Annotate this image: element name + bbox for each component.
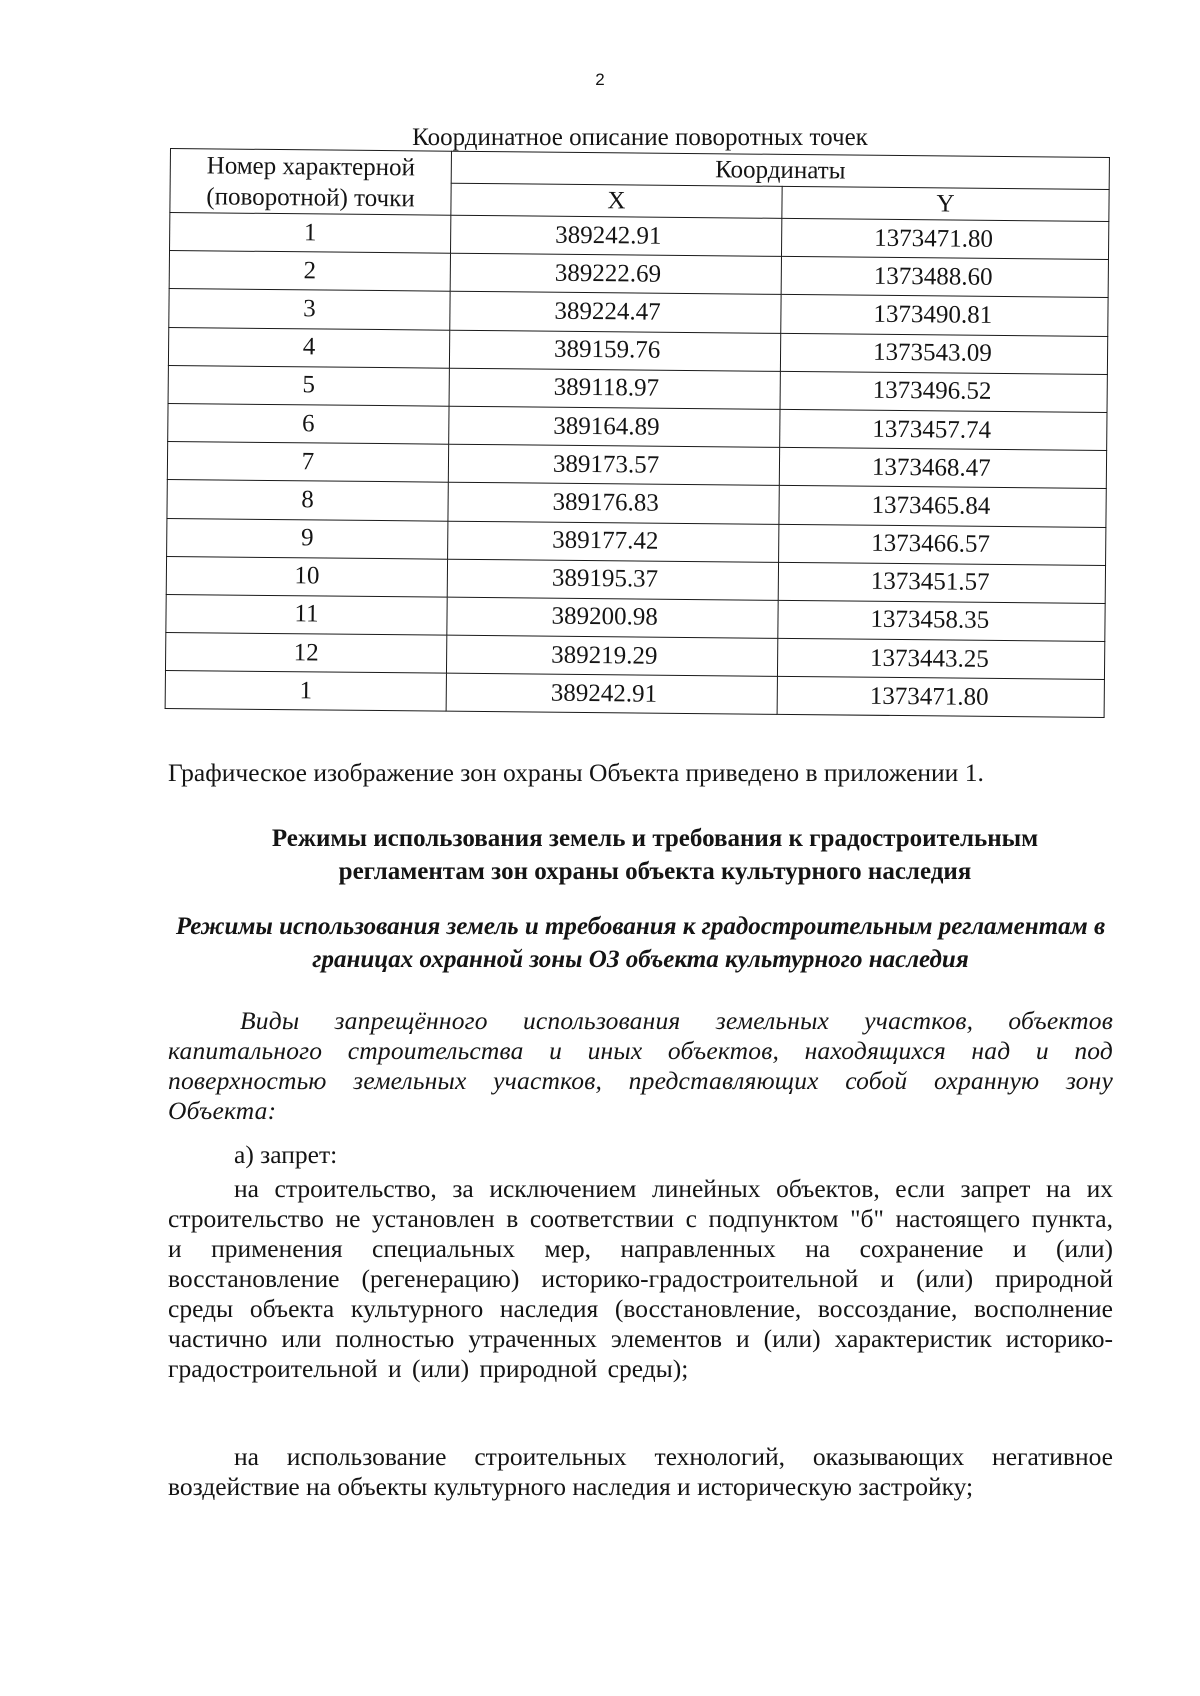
page-number: 2 xyxy=(595,70,605,89)
table-row xyxy=(165,671,1104,718)
y-coordinate-cell: 1373471.80 xyxy=(777,677,1104,718)
point-number-cell: 12 xyxy=(165,633,446,674)
point-number-cell: 7 xyxy=(167,442,448,483)
section-heading: Режимы использования земель и требования к градостроительным регламентам зон охраны объекта культурного наследия xyxy=(271,825,1039,885)
x-coordinate-cell: 389173.57 xyxy=(448,444,779,485)
header-point-number: Номер характерной (поворотной) точки xyxy=(170,149,452,216)
point-number-cell: 1 xyxy=(165,671,446,712)
construction-paragraph: на строительство, за исключением линейных объектов, если запрет на их строительство не установлен в соответствии с подпунктом "б" настоящего пункта, и применения специальных мер, направленных на сохранение и (или) восстановление (регенерацию) историко-градостроительной и (или) природной среды объекта культурного наследия (восстановление, воссоздание, восполнение частично или полностью утраченных элементов и (или) характеристик историко-градостроительной и (или) природной среды); xyxy=(168,1174,1113,1383)
x-coordinate-cell: 389118.97 xyxy=(449,368,780,409)
y-coordinate-cell: 1373443.25 xyxy=(777,638,1104,679)
point-number-cell: 3 xyxy=(169,289,450,330)
x-coordinate-cell: 389177.42 xyxy=(448,521,779,562)
y-coordinate-cell: 1373471.80 xyxy=(781,218,1108,259)
y-coordinate-cell: 1373468.47 xyxy=(779,447,1106,488)
point-number-cell: 6 xyxy=(168,403,449,444)
coordinates-table-body xyxy=(165,213,1109,718)
x-coordinate-cell: 389176.83 xyxy=(448,482,779,523)
point-number-cell: 5 xyxy=(168,365,449,406)
x-coordinate-cell: 389224.47 xyxy=(450,292,781,333)
y-coordinate-cell: 1373488.60 xyxy=(781,257,1108,298)
y-coordinate-cell: 1373543.09 xyxy=(780,333,1107,374)
point-number-cell: 10 xyxy=(166,556,447,597)
subsection-heading: Режимы использования земель и требования к градостроительным регламентам в границах охранной зоны ОЗ объекта культурного наследия xyxy=(175,913,1106,973)
point-number-cell: 2 xyxy=(169,251,450,292)
coordinates-table xyxy=(165,148,1110,718)
y-coordinate-cell: 1373490.81 xyxy=(781,295,1108,336)
point-number-cell: 8 xyxy=(167,480,448,521)
header-x: X xyxy=(451,183,782,218)
graphic-note: Графическое изображение зон охраны Объекта приведено в приложении 1. xyxy=(168,758,984,787)
y-coordinate-cell: 1373457.74 xyxy=(780,409,1107,450)
x-coordinate-cell: 389219.29 xyxy=(446,635,777,676)
y-coordinate-cell: 1373451.57 xyxy=(778,562,1105,603)
x-coordinate-cell: 389195.37 xyxy=(447,559,778,600)
y-coordinate-cell: 1373458.35 xyxy=(778,600,1105,641)
y-coordinate-cell: 1373466.57 xyxy=(779,524,1106,565)
x-coordinate-cell: 389222.69 xyxy=(450,253,781,294)
header-y: Y xyxy=(782,186,1109,221)
x-coordinate-cell: 389159.76 xyxy=(449,330,780,371)
x-coordinate-cell: 389242.91 xyxy=(446,673,777,714)
point-number-cell: 4 xyxy=(168,327,449,368)
point-number-cell: 11 xyxy=(166,594,447,635)
intro-paragraph: Виды запрещённого использования земельных участков, объектов капитального строительства и иных объектов, находящихся над и под поверхностью земельных участков, представляющих собой охранную зону Объекта: xyxy=(168,1006,1113,1125)
y-coordinate-cell: 1373465.84 xyxy=(779,486,1106,527)
table-caption: Координатное описание поворотных точек xyxy=(412,124,868,151)
header-coordinates: Координаты xyxy=(451,151,1109,189)
y-coordinate-cell: 1373496.52 xyxy=(780,371,1107,412)
point-number-cell: 1 xyxy=(170,213,451,254)
technologies-paragraph: на использование строительных технологий, оказывающих негативное воздействие на объекты культурного наследия и историческую застройку; xyxy=(168,1442,1113,1501)
point-number-cell: 9 xyxy=(167,518,448,559)
list-item-a: а) запрет: xyxy=(234,1140,338,1169)
x-coordinate-cell: 389164.89 xyxy=(449,406,780,447)
x-coordinate-cell: 389242.91 xyxy=(451,215,782,256)
x-coordinate-cell: 389200.98 xyxy=(447,597,778,638)
